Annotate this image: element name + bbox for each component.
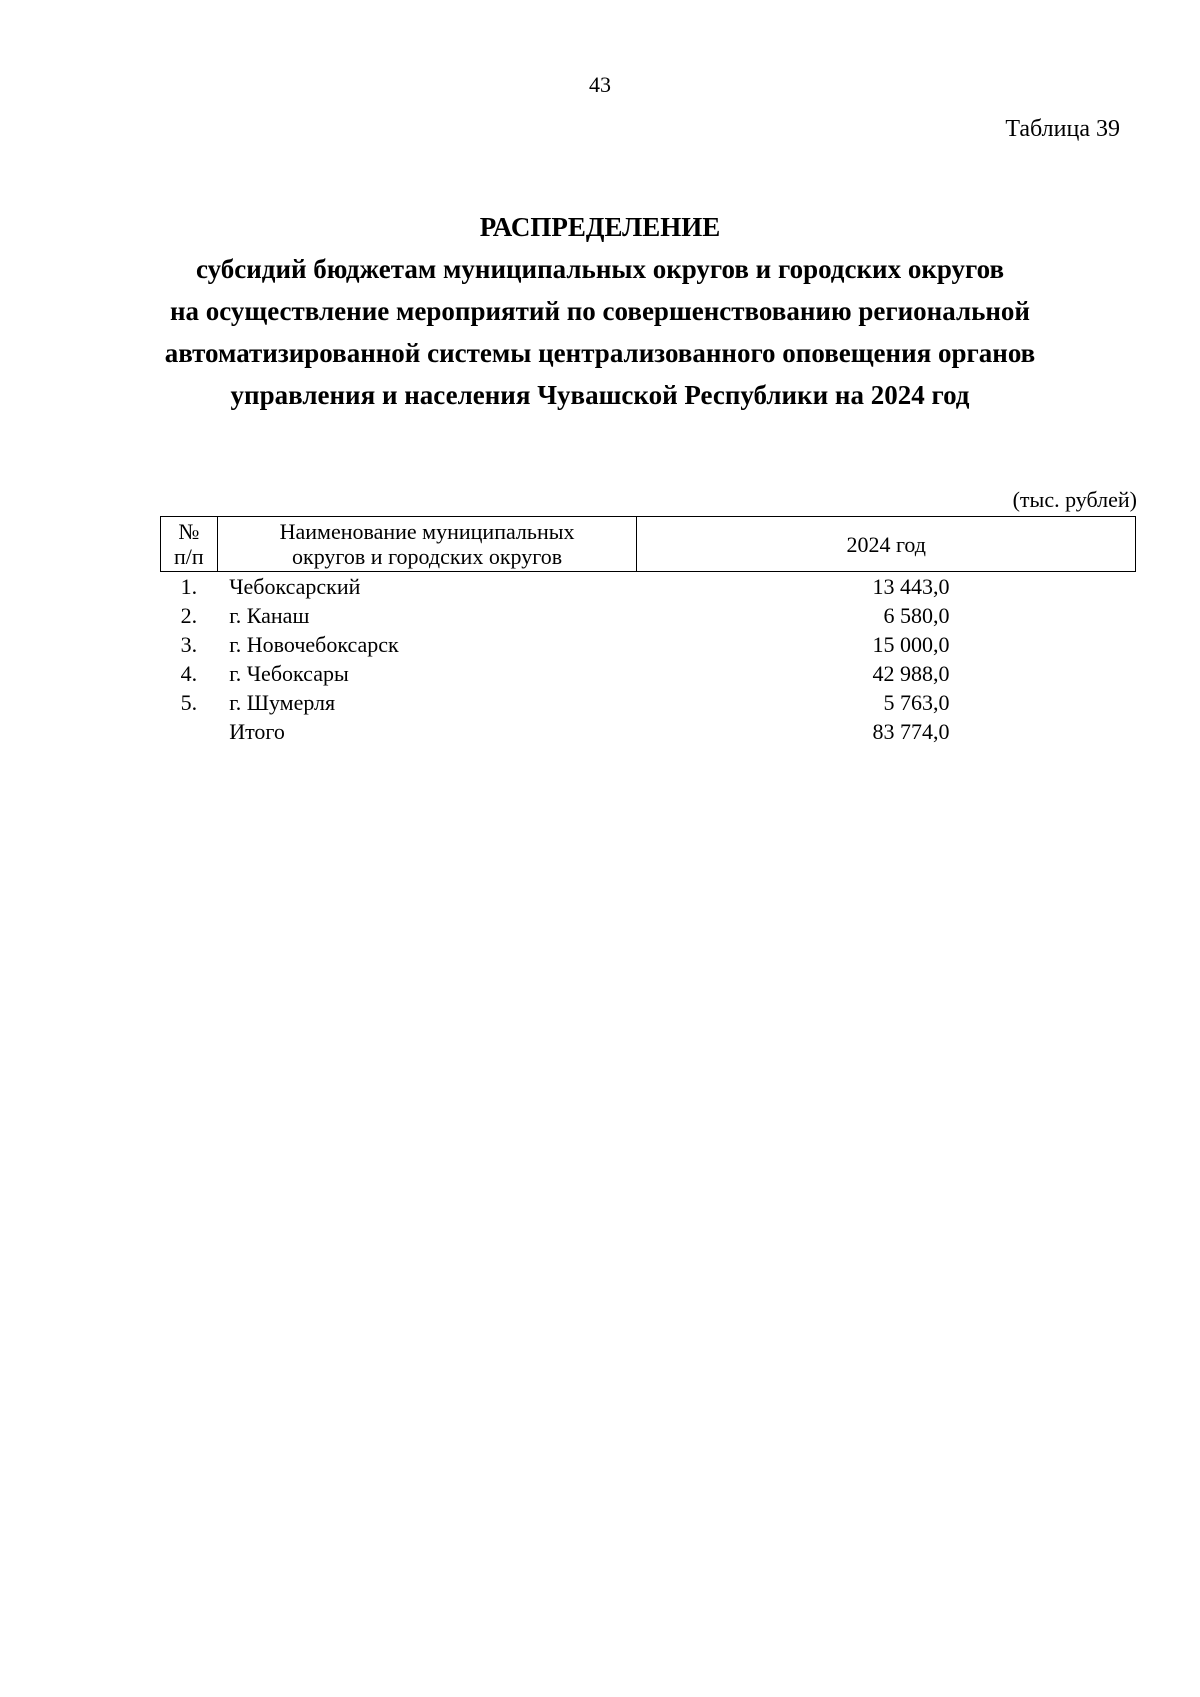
row-value: 42 988,0 bbox=[872, 661, 950, 686]
title-heading: РАСПРЕДЕЛЕНИЕ bbox=[479, 212, 721, 242]
row-value: 13 443,0 bbox=[872, 574, 950, 599]
header-name-line: Наименование муниципальных bbox=[279, 519, 575, 544]
header-name bbox=[217, 517, 637, 572]
table-total-row bbox=[161, 717, 1136, 746]
header-num bbox=[161, 517, 218, 572]
total-value: 83 774,0 bbox=[872, 719, 950, 744]
row-name: г. Новочебоксарск bbox=[229, 632, 399, 657]
title-line: субсидий бюджетам муниципальных округов и городских округов bbox=[195, 254, 1005, 284]
row-name: г. Чебоксары bbox=[229, 661, 349, 686]
table-row bbox=[161, 601, 1136, 630]
header-num-line: п/п bbox=[174, 544, 204, 569]
distribution-table bbox=[160, 516, 1136, 746]
table-row bbox=[161, 659, 1136, 688]
row-value: 6 580,0 bbox=[883, 603, 950, 628]
title-line: автоматизированной системы централизованного оповещения органов bbox=[164, 338, 1036, 368]
units-note: (тыс. рублей) bbox=[1012, 487, 1137, 512]
row-num: 1. bbox=[180, 574, 198, 599]
row-name: г. Канаш bbox=[229, 603, 310, 628]
row-value: 5 763,0 bbox=[883, 690, 950, 715]
row-name: г. Шумерля bbox=[229, 690, 336, 715]
row-num: 4. bbox=[180, 661, 198, 686]
total-num bbox=[161, 717, 218, 746]
table-label: Таблица 39 bbox=[1005, 116, 1120, 142]
header-num-line: № bbox=[178, 519, 200, 544]
document-title bbox=[100, 206, 1100, 416]
header-value: 2024 год bbox=[637, 517, 1136, 572]
table-row bbox=[161, 688, 1136, 717]
title-line: на осуществление мероприятий по совершенствованию региональной bbox=[170, 296, 1030, 326]
row-num: 2. bbox=[180, 603, 198, 628]
header-name-line: округов и городских округов bbox=[292, 544, 563, 569]
total-label: Итого bbox=[229, 719, 285, 744]
row-num: 5. bbox=[180, 690, 198, 715]
row-num: 3. bbox=[180, 632, 198, 657]
row-value: 15 000,0 bbox=[872, 632, 950, 657]
table-row bbox=[161, 630, 1136, 659]
table-header-row bbox=[161, 517, 1136, 572]
row-name: Чебоксарский bbox=[229, 574, 361, 599]
table-row bbox=[161, 572, 1136, 602]
title-line: управления и населения Чувашской Республики на 2024 год bbox=[230, 380, 970, 410]
page-number: 43 bbox=[589, 72, 611, 97]
